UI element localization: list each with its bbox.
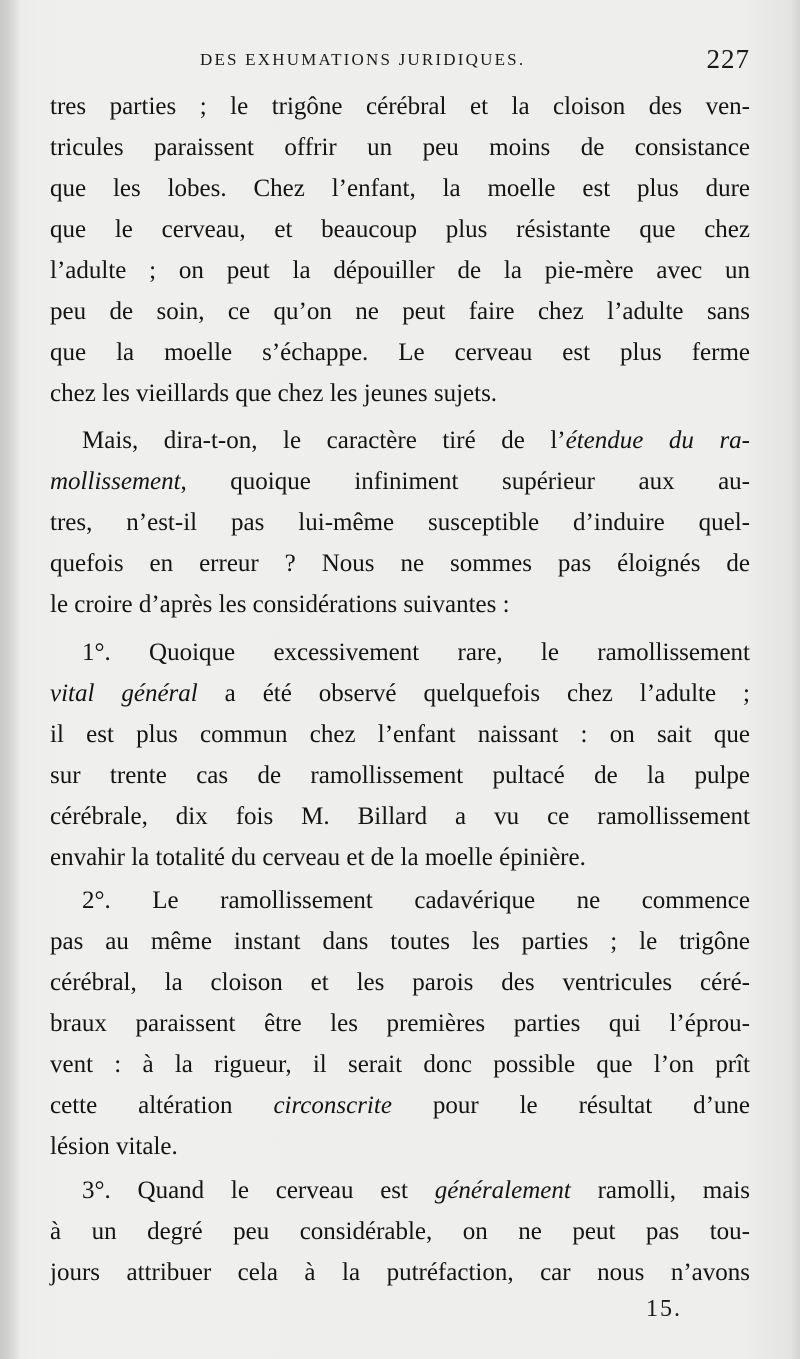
- text-line: quefois en erreur ? Nous ne sommes pas éloignés de: [50, 550, 750, 577]
- text-line: il est plus commun chez l’enfant naissant : on sait que: [50, 721, 750, 748]
- text-line: pas au même instant dans toutes les parties ; le trigône: [50, 928, 750, 955]
- paragraph-4: [50, 880, 750, 1167]
- page-header: [50, 44, 750, 84]
- running-title: DES EXHUMATIONS JURIDIQUES.: [200, 50, 526, 69]
- text-line: cette altération circonscrite pour le résultat d’une: [50, 1092, 751, 1119]
- text-line: 3°. Quand le cerveau est généralement ramolli, mais: [82, 1177, 751, 1204]
- text-line: que le cerveau, et beaucoup plus résistante que chez: [50, 216, 750, 243]
- paragraph-5: [50, 1170, 750, 1293]
- text-line: envahir la totalité du cerveau et de la moelle épinière.: [50, 844, 586, 871]
- page-number: 227: [706, 44, 750, 74]
- text-line: 1°. Quoique excessivement rare, le ramollissement: [82, 639, 750, 666]
- text-line: 2°. Le ramollissement cadavérique ne commence: [82, 887, 750, 914]
- text-line: l’adulte ; on peut la dépouiller de la pie-mère avec un: [50, 257, 750, 284]
- text-line: lésion vitale.: [50, 1133, 178, 1160]
- text-line: vent : à la rigueur, il serait donc possible que l’on prît: [50, 1051, 750, 1078]
- paragraph-3: [50, 632, 750, 878]
- text-line: sur trente cas de ramollissement pultacé de la pulpe: [50, 762, 750, 789]
- paragraph-2: [50, 420, 750, 625]
- text-line: Mais, dira-t-on, le caractère tiré de l’étendue du ra-: [82, 427, 750, 454]
- text-line: tres, n’est-il pas lui-même susceptible d’induire quel-: [50, 509, 750, 536]
- text-line: chez les vieillards que chez les jeunes sujets.: [50, 380, 498, 407]
- text-line: tricules paraissent offrir un peu moins de consistance: [50, 134, 750, 161]
- text-line: à un degré peu considérable, on ne peut pas tou-: [50, 1218, 750, 1245]
- gutter-shadow: [0, 0, 22, 1359]
- text-line: vital général a été observé quelquefois chez l’adulte ;: [50, 680, 750, 707]
- text-line: que la moelle s’échappe. Le cerveau est plus ferme: [50, 339, 750, 366]
- signature-mark: 15.: [646, 1296, 682, 1322]
- text-line: braux paraissent être les premières parties qui l’éprou-: [50, 1010, 750, 1037]
- text-line: tres parties ; le trigône cérébral et la cloison des ven-: [50, 93, 750, 120]
- text-line: jours attribuer cela à la putréfaction, car nous n’avons: [50, 1259, 750, 1286]
- text-line: le croire d’après les considérations suivantes :: [50, 591, 510, 618]
- text-line: peu de soin, ce qu’on ne peut faire chez l’adulte sans: [50, 298, 750, 325]
- text-line: cérébral, la cloison et les parois des ventricules céré-: [50, 969, 750, 996]
- text-line: mollissement, quoique infiniment supérieur aux au-: [50, 468, 750, 495]
- paragraph-1: [50, 86, 750, 414]
- text-line: cérébrale, dix fois M. Billard a vu ce ramollissement: [50, 803, 750, 830]
- text-line: que les lobes. Chez l’enfant, la moelle est plus dure: [50, 175, 750, 202]
